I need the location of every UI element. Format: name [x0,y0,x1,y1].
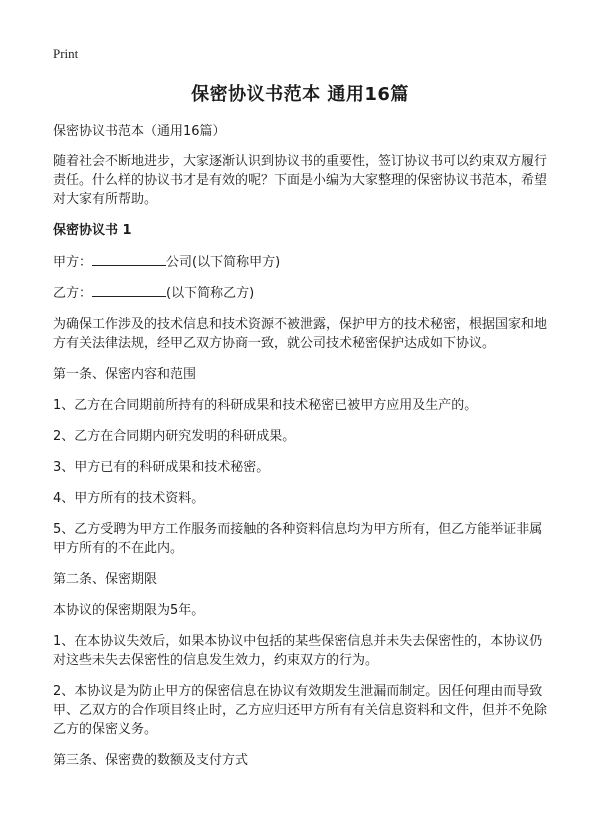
article-2-title: 第二条、保密期限 [53,572,158,587]
article-1-item: 3、甲方已有的科研成果和技术秘密。 [53,460,270,475]
party-a-line [53,253,554,272]
party-b-line [53,284,554,303]
article-1-item: 5、乙方受聘为甲方工作服务而接触的各种资料信息均为甲方所有，但乙方能举证非属甲方所有的不在此内。 [53,522,543,556]
party-b-suffix: (以下简称乙方) [166,286,255,301]
article-2-text: 本协议的保密期限为5年。 [53,603,205,618]
print-link[interactable]: Print [53,46,79,61]
article-1-item: 4、甲方所有的技术资料。 [53,491,205,506]
document-body [53,122,554,782]
article-1-item: 2、乙方在合同期内研究发明的科研成果。 [53,429,296,444]
party-a-prefix: 甲方： [53,255,93,270]
document-subtitle: 保密协议书范本（通用16篇） [53,124,226,139]
party-a-blank [92,253,166,266]
preamble-paragraph: 为确保工作涉及的技术信息和技术资源不被泄露，保护甲方的技术秘密，根据国家和地方有关法律法规，经甲乙双方协商一致，就公司技术秘密保护达成如下协议。 [53,317,548,351]
article-3-title: 第三条、保密费的数额及支付方式 [53,753,249,768]
intro-paragraph: 随着社会不断地进步，大家逐渐认识到协议书的重要性，签订协议书可以约束双方履行责任。什么样的协议书才是有效的呢？下面是小编为大家整理的保密协议书范本，希望对大家有所帮助。 [53,154,548,207]
article-1-title: 第一条、保密内容和范围 [53,367,197,382]
party-a-suffix: 公司(以下简称甲方) [166,255,281,270]
section-heading: 保密协议书 1 [53,223,132,238]
party-b-prefix: 乙方： [53,286,93,301]
article-2-item: 2、本协议是为防止甲方的保密信息在协议有效期发生泄漏而制定。因任何理由而导致甲、乙双方的合作项目终止时，乙方应归还甲方所有有关信息资料和文件，但并不免除乙方的保密义务。 [53,684,548,737]
party-b-blank [92,284,166,297]
article-2-item: 1、在本协议失效后，如果本协议中包括的某些保密信息并未失去保密性的，本协议仍对这些未失去保密性的信息发生效力，约束双方的行为。 [53,634,543,668]
article-1-item: 1、乙方在合同期前所持有的科研成果和技术秘密已被甲方应用及生产的。 [53,398,478,413]
page-title: 保密协议书范本 通用16篇 [191,84,409,105]
